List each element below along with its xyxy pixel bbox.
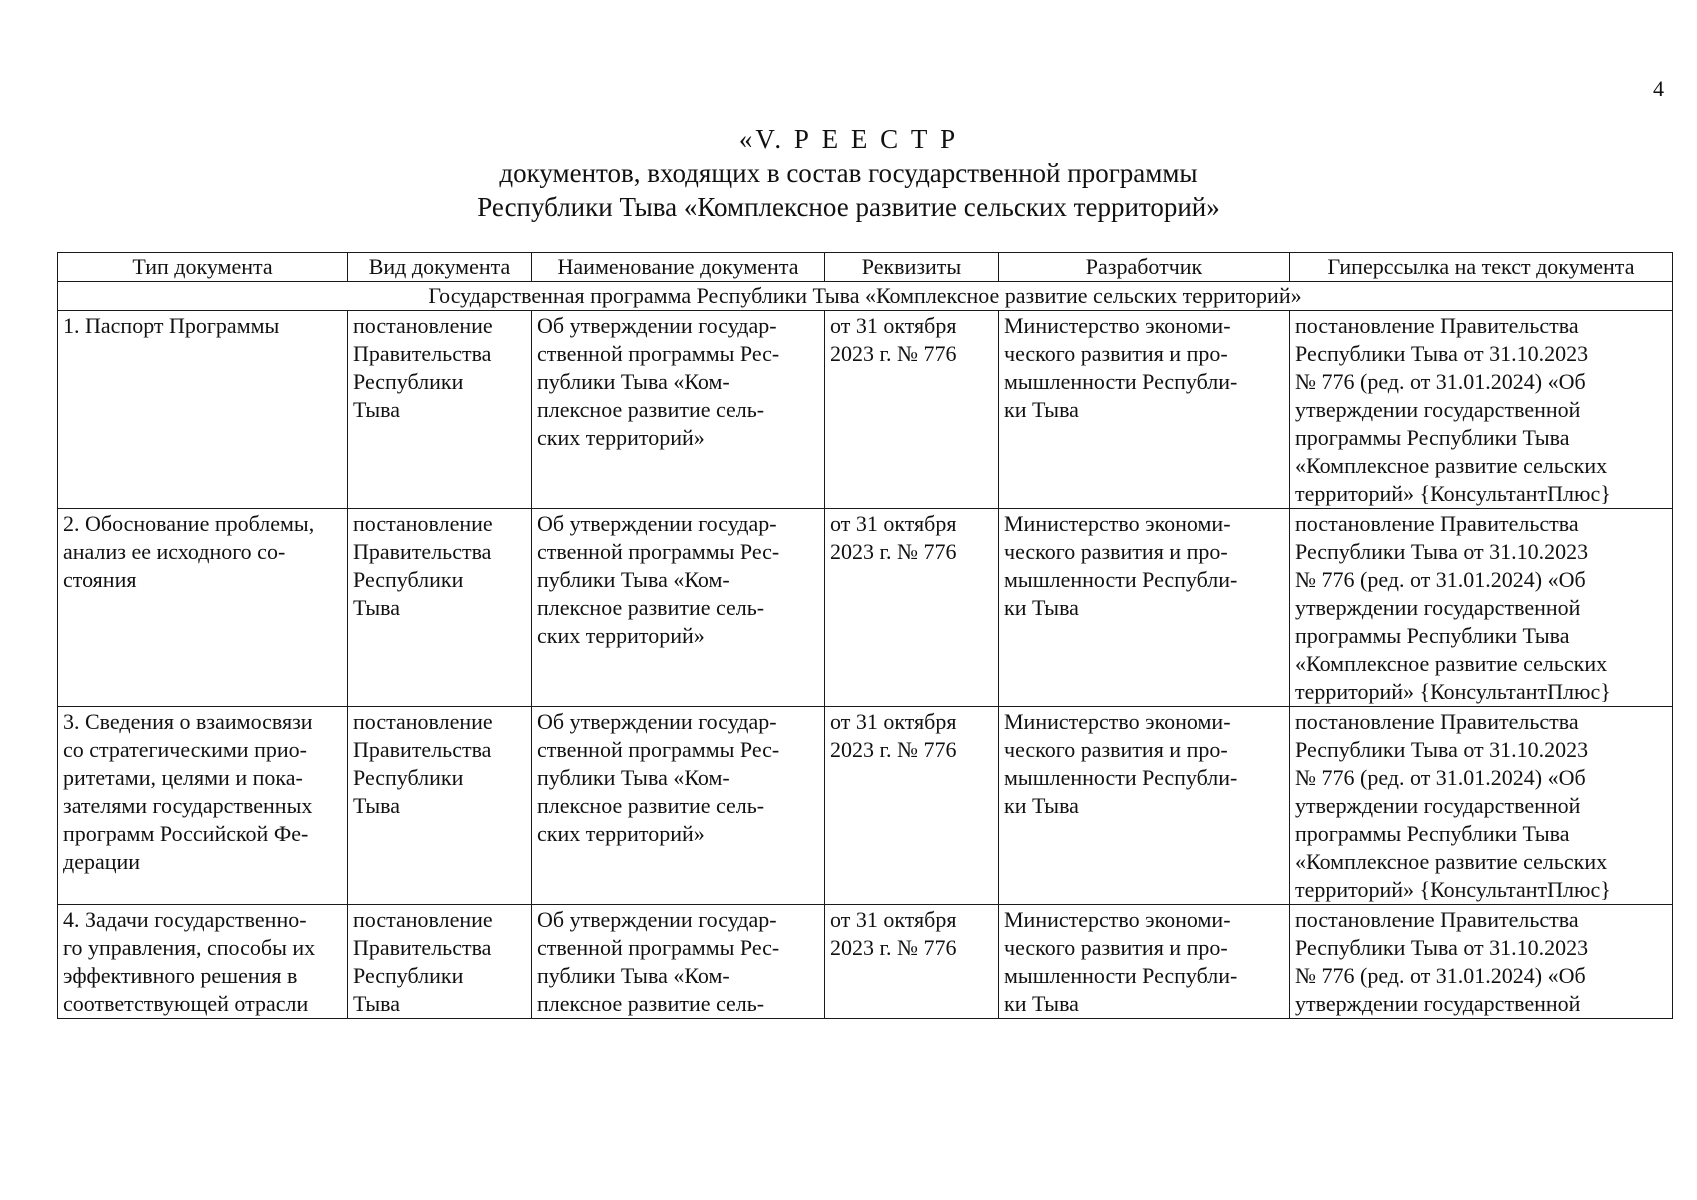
- column-header-developer: Разработчик: [999, 253, 1290, 282]
- cell-document-type: 4. Задачи государственно- го управления, способы их эффективного решения в соответствующей отрасли: [63, 907, 316, 1016]
- cell-document-kind-wrap: [348, 905, 532, 1019]
- cell-document-kind: постановление Правительства Республики Тыва: [353, 907, 493, 1016]
- document-heading: [0, 122, 1697, 224]
- heading-subtitle-line-1: документов, входящих в состав государственной программы: [499, 158, 1198, 188]
- cell-document-kind: постановление Правительства Республики Тыва: [348, 509, 532, 707]
- section-title: Государственная программа Республики Тыва «Комплексное развитие сельских территорий»: [58, 282, 1673, 311]
- table-row: [58, 707, 1673, 905]
- cell-document-details: от 31 октября 2023 г. № 776: [825, 311, 999, 509]
- cell-document-link: постановление Правительства Республики Тыва от 31.10.2023 № 776 (ред. от 31.01.2024) «Об утверждении государственной программы Республики Тыва «Комплексное развитие сельских территорий» {КонсультантПлюс}: [1290, 509, 1673, 707]
- cell-document-link: постановление Правительства Республики Тыва от 31.10.2023 № 776 (ред. от 31.01.2024) «Об утверждении государственной программы Республики Тыва «Комплексное развитие сельских территорий» {КонсультантПлюс}: [1290, 311, 1673, 509]
- cell-document-details: от 31 октября 2023 г. № 776: [825, 509, 999, 707]
- heading-subtitle-line-2: Республики Тыва «Комплексное развитие сельских территорий»: [477, 192, 1220, 222]
- cell-document-link-wrap: [1290, 905, 1673, 1019]
- cell-document-name-wrap: [532, 905, 825, 1019]
- table-row: [58, 509, 1673, 707]
- table-header-row: [58, 253, 1673, 282]
- cell-document-type-wrap: [58, 905, 348, 1019]
- cell-document-name: Об утверждении государ- ственной программы Рес- публики Тыва «Ком- плексное развитие сель-: [537, 907, 780, 1016]
- heading-title: «V. Р Е Е С Т Р: [738, 124, 959, 154]
- cell-document-kind: постановление Правительства Республики Тыва: [348, 311, 532, 509]
- page-number: 4: [1653, 76, 1664, 101]
- cell-document-link: постановление Правительства Республики Тыва от 31.10.2023 № 776 (ред. от 31.01.2024) «Об утверждении государственной программы Республики Тыва «Комплексное развитие сельских территорий» {КонсультантПлюс}: [1290, 707, 1673, 905]
- cell-document-name: Об утверждении государ- ственной программы Рес- публики Тыва «Ком- плексное развитие сель- ских территорий»: [532, 311, 825, 509]
- column-header-kind: Вид документа: [348, 253, 532, 282]
- table-row: [58, 905, 1673, 1019]
- cell-document-developer: Министерство экономи- ческого развития и про- мышленности Республи- ки Тыва: [999, 707, 1290, 905]
- cell-document-developer: Министерство экономи- ческого развития и про- мышленности Республи- ки Тыва: [999, 509, 1290, 707]
- column-header-type: Тип документа: [58, 253, 348, 282]
- cell-document-details-wrap: [825, 905, 999, 1019]
- cell-document-developer: Министерство экономи- ческого развития и про- мышленности Республи- ки Тыва: [1004, 907, 1238, 1016]
- cell-document-link: постановление Правительства Республики Тыва от 31.10.2023 № 776 (ред. от 31.01.2024) «Об утверждении государственной: [1295, 907, 1589, 1016]
- cell-document-name: Об утверждении государ- ственной программы Рес- публики Тыва «Ком- плексное развитие сель- ских территорий»: [532, 707, 825, 905]
- registry-table: [57, 252, 1673, 1019]
- cell-document-details: от 31 октября 2023 г. № 776: [825, 707, 999, 905]
- cell-document-developer: Министерство экономи- ческого развития и про- мышленности Республи- ки Тыва: [999, 311, 1290, 509]
- cell-document-kind: постановление Правительства Республики Тыва: [348, 707, 532, 905]
- column-header-details: Реквизиты: [825, 253, 999, 282]
- cell-document-type: 2. Обоснование проблемы, анализ ее исходного со- стояния: [58, 509, 348, 707]
- cell-document-type: 3. Сведения о взаимосвязи со стратегическими прио- ритетами, целями и пока- зателями государственных программ Российской Фе- дерации: [58, 707, 348, 905]
- column-header-name: Наименование документа: [532, 253, 825, 282]
- cell-document-name: Об утверждении государ- ственной программы Рес- публики Тыва «Ком- плексное развитие сель- ских территорий»: [532, 509, 825, 707]
- cell-document-developer-wrap: [999, 905, 1290, 1019]
- table-row: [58, 311, 1673, 509]
- cell-document-type: 1. Паспорт Программы: [58, 311, 348, 509]
- cell-document-details: от 31 октября 2023 г. № 776: [830, 907, 957, 960]
- column-header-link: Гиперссылка на текст документа: [1290, 253, 1673, 282]
- section-row: [58, 282, 1673, 311]
